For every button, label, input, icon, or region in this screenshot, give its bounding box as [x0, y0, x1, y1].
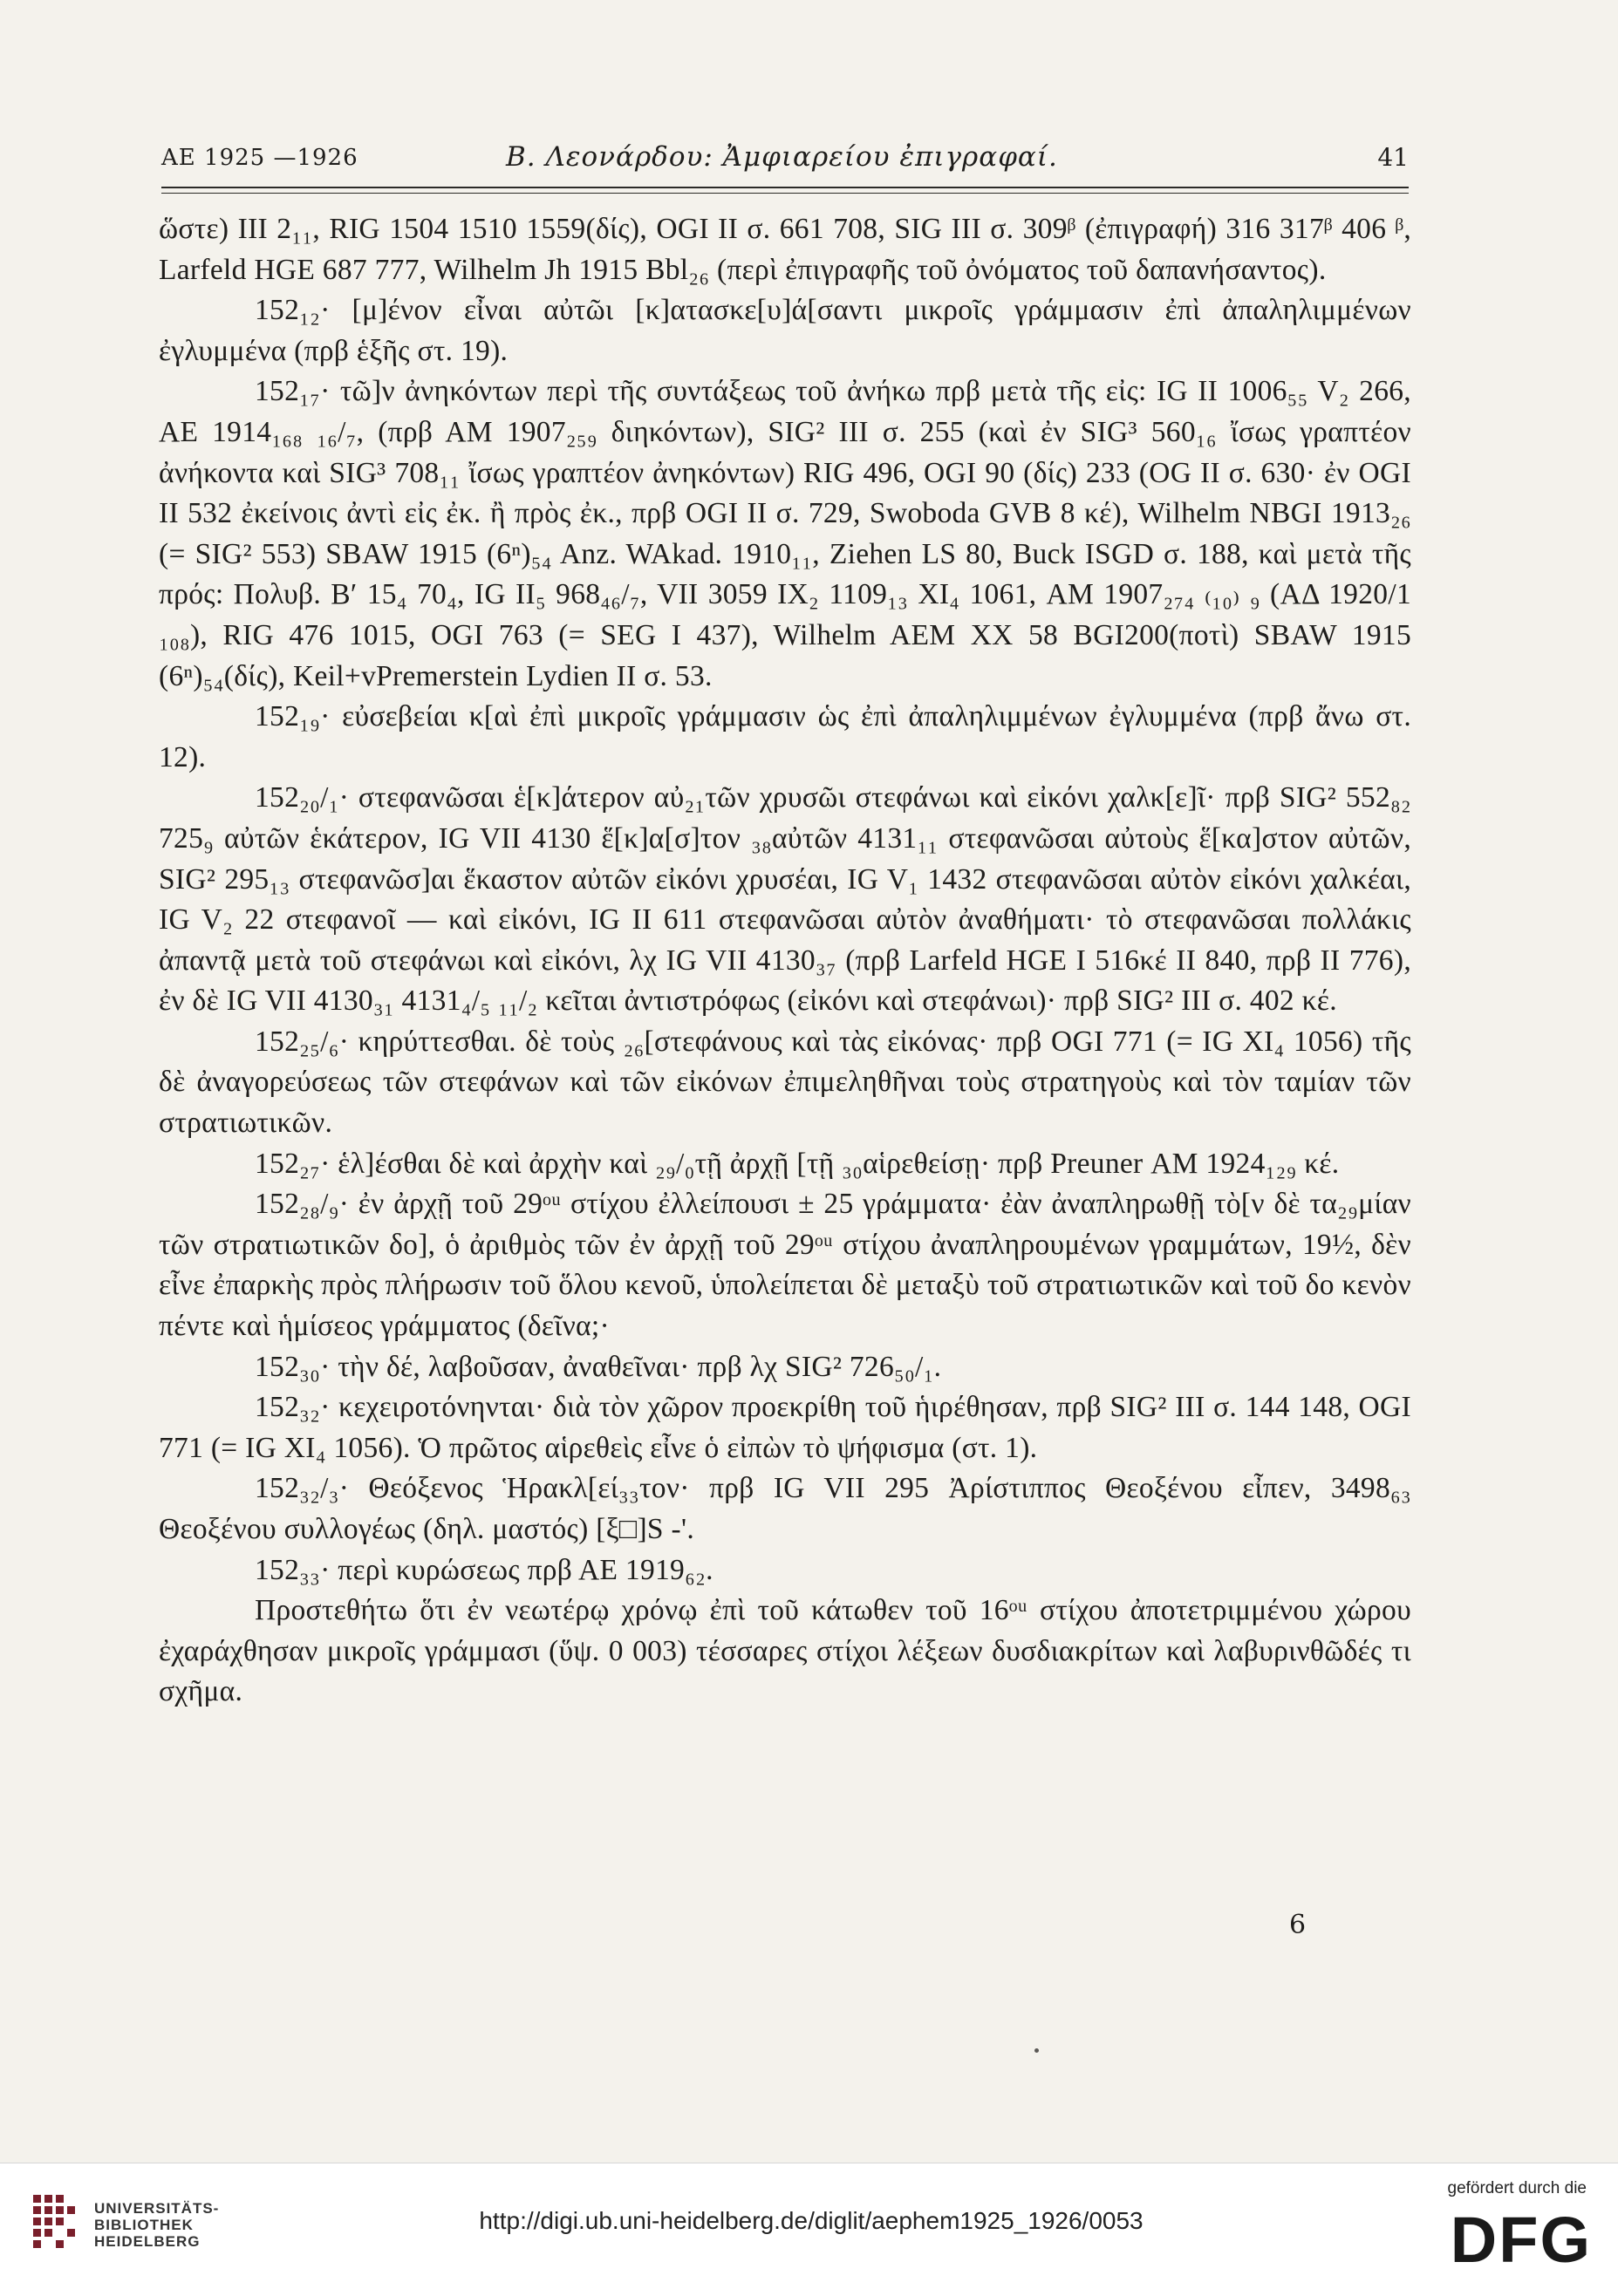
header-rule-bottom — [161, 193, 1409, 194]
university-library-name — [94, 2200, 219, 2250]
paragraph-1: 152₁₂· [μ]ένον εἶναι αὐτῶι [κ]ατασκε[υ]ά[σαντι μικροῖς γράμμασιν ἐπὶ ἀπαληλιμμένων ἐγλυμμένα (πρβ ἑξῆς στ. 19). — [159, 294, 1411, 367]
commentary-body — [159, 209, 1411, 1713]
paragraph-9: 152₃₂· κεχειροτόνηνται· διὰ τὸν χῶρον προεκρίθη τοῦ ἡιρέθησαν, πρβ SIG² III σ. 144 148, OGI 771 (= IG XI₄ 1056). Ὁ πρῶτος αἱρεθεὶς εἶνε ὁ εἰπὼν τὸ ψήφισμα (στ. 1). — [159, 1391, 1411, 1464]
journal-volume: ΑΕ 1925 —1926 — [161, 145, 358, 171]
paragraph-0: ὥστε) III 2₁₁, RIG 1504 1510 1559(δίς), OGI II σ. 661 708, SIG III σ. 309ᵝ (ἐπιγραφή) 316 317ᵝ 406 ᵝ, Larfeld HGE 687 777, Wilhelm Jh 1915 Bbl₂₆ (περὶ ἐπιγραφῆς τοῦ ὀνόματος τοῦ δαπανήσαντος). — [159, 213, 1411, 286]
permalink-url[interactable]: http://digi.ub.uni-heidelberg.de/diglit/aephem1925_1926/0053 — [479, 2207, 1144, 2234]
article-title: Β. Λεονάρδου: Ἀμφιαρείου ἐπιγραφαί. — [506, 141, 1058, 173]
paragraph-7: 152₂₈/₉· ἐν ἀρχῇ τοῦ 29ᵒᵘ στίχου ἐλλείπουσι ± 25 γράμματα· ἐὰν ἀναπληρωθῇ τὸ[ν δὲ τα₂₉μίαν τῶν στρατιωτικῶν δο], ὁ ἀριθμὸς τῶν ἐν ἀρχῇ τοῦ 29ᵒᵘ στίχου ἀναπληρουμένων γραμμάτων, 19½, δὲν εἶνε ἐπαρκὴς πρὸς πλήρωσιν τοῦ ὅλου κενοῦ, ὑπολείπεται δὲ μεταξὺ τοῦ στρατιωτικῶν καὶ τοῦ δο κενὸν πέντε καὶ ἡμίσεος γράμματος (δεῖνα;· — [159, 1188, 1411, 1343]
paragraph-5: 152₂₅/₆· κηρύττεσθαι. δὲ τοὺς ₂₆[στεφάνους καὶ τὰς εἰκόνας· πρβ OGI 771 (= IG XI₄ 1056) τῆς δὲ ἀναγορεύσεως τῶν στεφάνων καὶ τῶν εἰκόνων ἐπιμεληθῆναι τοὺς στρατηγοὺς καὶ τὸν ταμίαν τῶν στρατιωτικῶν. — [159, 1025, 1411, 1140]
scan-speck — [1034, 2048, 1039, 2053]
library-name-line-1: UNIVERSITÄTS- — [94, 2200, 220, 2217]
paragraph-4: 152₂₀/₁· στεφανῶσαι ἑ[κ]άτερον αὐ₂₁τῶν χρυσῶι στεφάνωι καὶ εἰκόνι χαλκ[ε]ῖ· πρβ SIG² 552₈₂ 725₉ αὐτῶν ἑκάτερον, IG VII 4130 ἕ[κ]α[σ]τον ₃₈αὐτῶν 4131₁₁ στεφανῶσαι αὐτοὺς ἕ[κα]στον αὐτῶν, SIG² 295₁₃ στεφανῶσ]αι ἕκαστον αὐτῶν εἰκόνι χρυσέαι, IG V₁ 1432 στεφανῶσαι αὐτὸν εἰκόνι χαλκέαι, IG V₂ 22 στεφανοῖ — καὶ εἰκόνι, IG II 611 στεφανῶσαι αὐτὸν ἀναθήματι· τὸ στεφανῶσαι πολλάκις ἀπαντᾷ μετὰ τοῦ στεφάνωι καὶ εἰκόνι, λχ IG VII 4130₃₇ (πρβ Larfeld HGE I 516κέ II 840, πρβ II 776), ἐν δὲ IG VII 4130₃₁ 4131₄/₅ ₁₁/₂ κεῖται ἀντιστρόφως (εἰκόνι καὶ στεφάνωι)· πρβ SIG² III σ. 402 κέ. — [159, 781, 1411, 1018]
library-name-line-2: BIBLIOTHEK — [94, 2217, 194, 2233]
paragraph-11: 152₃₃· περὶ κυρώσεως πρβ ΑΕ 1919₆₂. — [255, 1553, 713, 1586]
paragraph-3: 152₁₉· εὐσεβείαι κ[αὶ ἐπὶ μικροῖς γράμμασιν ὡς ἐπὶ ἀπαληλιμμένων ἐγλυμμένα (πρβ ἄνω στ. 12). — [159, 700, 1411, 773]
running-head — [161, 138, 1409, 181]
university-library-logo-icon — [30, 2190, 84, 2259]
paragraph-12: Προστεθήτω ὅτι ἐν νεωτέρῳ χρόνῳ ἐπὶ τοῦ κάτωθεν τοῦ 16ᵒᵘ στίχου ἀποτετριμμένου χώρου ἐχαράχθησαν μικροῖς γράμμασι (ὕψ. 0 003) τέσσαρες στίχοι λέξεων δυσδιακρίτων καὶ λαβυρινθῶδές τι σχῆμα. — [159, 1594, 1411, 1708]
header-rule-top — [161, 187, 1409, 188]
sheet-signature-number: 6 — [1289, 1910, 1307, 1940]
page-number: 41 — [1377, 143, 1409, 172]
digitization-footer — [0, 2163, 1618, 2296]
paragraph-2: 152₁₇· τῶ]ν ἀνηκόντων περὶ τῆς συντάξεως τοῦ ἀνήκω πρβ μετὰ τῆς εἰς: IG II 1006₅₅ V₂ 266, ΑΕ 1914₁₆₈ ₁₆/₇, (πρβ ΑΜ 1907₂₅₉ διηκόντων), SIG² III σ. 255 (καὶ ἐν SIG³ 560₁₆ ἴσως γραπτέον ἀνήκοντα καὶ SIG³ 708₁₁ ἴσως γραπτέον ἀνηκόντων) RIG 496, OGI 90 (δίς) 233 (OG II σ. 630· ἐν OGI II 532 ἐκείνοις ἀντὶ εἰς ἐκ. ἢ πρὸς ἐκ., πρβ OGI II σ. 729, Swoboda GVB 8 κέ), Wilhelm NBGI 1913₂₆ (= SIG² 553) SBAW 1915 (6ⁿ)₅₄ Anz. WAkad. 1910₁₁, Ziehen LS 80, Buck ISGD σ. 188, καὶ μετὰ τῆς πρός: Πολυβ. Β′ 15₄ 70₄, IG II₅ 968₄₆/₇, VII 3059 IX₂ 1109₁₃ XI₄ 1061, ΑΜ 1907₂₇₄ ₍₁₀₎ ₉ (ΑΔ 1920/1 ₁₀₈), RIG 476 1015, OGI 763 (= SEG I 437), Wilhelm AEM XX 58 BGI200(ποτὶ) SBAW 1915 (6ⁿ)₅₄(δίς), Keil+vPremerstein Lydien II σ. 53. — [159, 375, 1411, 692]
library-name-line-3: HEIDELBERG — [94, 2233, 201, 2250]
dfg-logo: DFG — [1450, 2204, 1592, 2276]
funder-caption: gefördert durch die — [1447, 2179, 1587, 2197]
paragraph-10: 152₃₂/₃· Θεόξενος Ἡρακλ[εί₃₃τον· πρβ IG VII 295 Ἀρίστιππος Θεοξένου εἶπεν, 3498₆₃ Θεοξένου συλλογέως (δηλ. μαστός) [ξ□]S -'. — [159, 1472, 1411, 1545]
paragraph-8: 152₃₀· τὴν δέ, λαβοῦσαν, ἀναθεῖναι· πρβ λχ SIG² 726₅₀/₁. — [255, 1350, 942, 1383]
paragraph-6: 152₂₇· ἑλ]έσθαι δὲ καὶ ἀρχὴν καὶ ₂₉/₀τῇ ἀρχῇ [τῇ ₃₀αἱρεθείσῃ· πρβ Preuner ΑΜ 1924₁₂₉ κέ. — [255, 1147, 1340, 1180]
